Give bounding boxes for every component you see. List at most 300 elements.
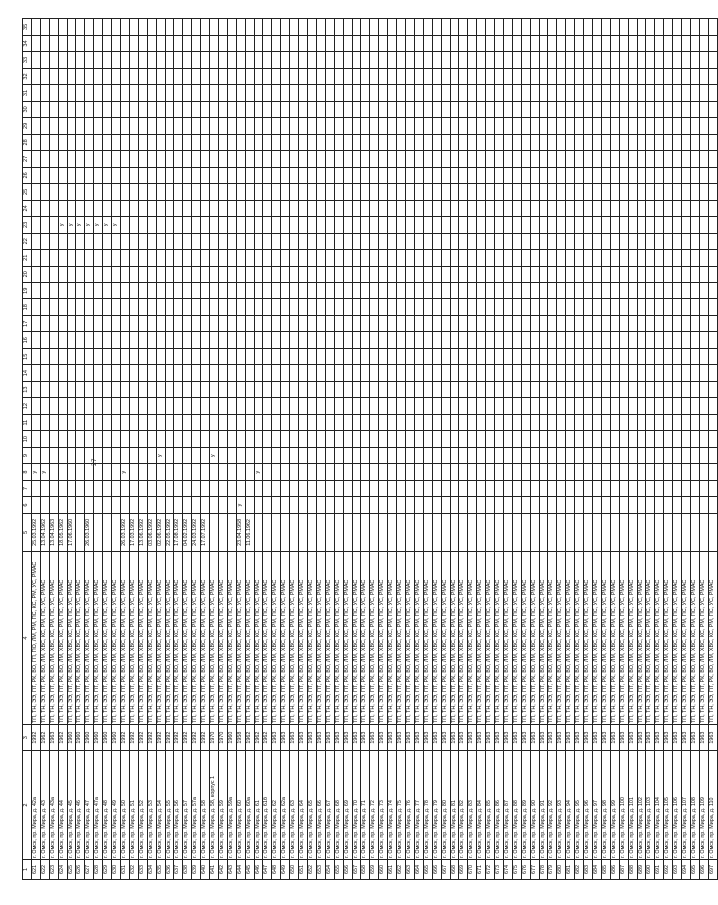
mark-cell [601, 200, 610, 216]
mark-cell [388, 200, 397, 216]
mark-cell [682, 250, 691, 266]
mark-cell [58, 200, 67, 216]
mark-cell [352, 184, 361, 200]
date-cell [254, 513, 263, 551]
mark-cell [156, 52, 165, 68]
mark-cell [664, 283, 673, 299]
mark-cell [156, 68, 165, 84]
mark-cell [486, 447, 495, 463]
mark-cell [352, 497, 361, 513]
mark-cell [379, 134, 388, 150]
mark-cell [236, 414, 245, 430]
mark-cell [486, 283, 495, 299]
code-cell: ТП, ТН, ЭЭ, ПТ, РК, ВО, ЛМ, ХВС, КС, РМ, ПС, УС, РМАС [58, 552, 67, 725]
mark-cell [708, 447, 717, 463]
address-cell: г. Омск, пр. Мира, д. 53 [147, 751, 156, 860]
mark-cell [646, 52, 655, 68]
mark-cell [584, 118, 593, 134]
row-number: 673 [495, 859, 504, 879]
mark-cell [94, 118, 103, 134]
mark-cell [227, 497, 236, 513]
address-cell: г. Омск, пр. Мира, д. 89 [521, 751, 530, 860]
mark-cell [646, 266, 655, 282]
mark-cell [512, 101, 521, 117]
mark-cell [129, 167, 138, 183]
mark-cell [290, 167, 299, 183]
mark-cell [379, 464, 388, 480]
mark-cell [601, 35, 610, 51]
mark-cell [147, 52, 156, 68]
mark-cell [361, 464, 370, 480]
mark-cell [397, 497, 406, 513]
mark-cell [521, 348, 530, 364]
mark-cell [557, 497, 566, 513]
mark-cell [397, 315, 406, 331]
address-cell: г. Омск, пр. Мира, д. 47а [94, 751, 103, 860]
mark-cell [450, 118, 459, 134]
mark-cell [593, 200, 602, 216]
mark-cell [486, 266, 495, 282]
mark-cell [192, 348, 201, 364]
mark-cell [165, 348, 174, 364]
mark-cell [112, 497, 121, 513]
mark-cell [129, 464, 138, 480]
row-number: 629 [103, 859, 112, 879]
mark-cell [138, 35, 147, 51]
table-row [619, 19, 628, 880]
address-cell: г. Омск, пр. Мира, д. 68 [334, 751, 343, 860]
mark-cell [370, 381, 379, 397]
mark-cell [165, 299, 174, 315]
mark-cell [548, 233, 557, 249]
mark-cell [539, 381, 548, 397]
mark-cell [361, 414, 370, 430]
mark-cell [165, 167, 174, 183]
mark-cell [379, 348, 388, 364]
mark-cell [673, 315, 682, 331]
mark-cell [530, 447, 539, 463]
mark-cell [388, 283, 397, 299]
mark-cell [682, 431, 691, 447]
mark-cell [67, 431, 76, 447]
mark-cell [120, 381, 129, 397]
mark-cell [468, 200, 477, 216]
mark-cell [441, 250, 450, 266]
mark-cell [379, 52, 388, 68]
mark-cell [343, 101, 352, 117]
mark-cell [708, 266, 717, 282]
mark-cell [308, 118, 317, 134]
mark-cell [503, 365, 512, 381]
mark-cell [441, 118, 450, 134]
mark-cell [459, 134, 468, 150]
mark-cell [147, 497, 156, 513]
date-cell [361, 513, 370, 551]
mark-cell [165, 447, 174, 463]
mark-cell [441, 315, 450, 331]
mark-cell: у [112, 217, 121, 233]
mark-cell [85, 167, 94, 183]
mark-cell [397, 134, 406, 150]
mark-cell [388, 101, 397, 117]
mark-cell [94, 266, 103, 282]
mark-cell [103, 431, 112, 447]
mark-cell [682, 315, 691, 331]
mark-cell [254, 68, 263, 84]
mark-cell [218, 250, 227, 266]
mark-cell [548, 348, 557, 364]
mark-cell [299, 266, 308, 282]
row-number: 684 [593, 859, 602, 879]
mark-cell [49, 447, 58, 463]
code-cell: ТП, ТН, ЭЭ, ПТ, РК, ВО, ЛМ, ХВС, КС, РМ, ПС, УС, РМАС [174, 552, 183, 725]
mark-cell [432, 431, 441, 447]
row-number: 674 [503, 859, 512, 879]
table-row [201, 19, 210, 880]
mark-cell [468, 365, 477, 381]
mark-cell [236, 398, 245, 414]
mark-cell [263, 464, 272, 480]
mark-cell [334, 68, 343, 84]
mark-cell [49, 398, 58, 414]
mark-cell [708, 85, 717, 101]
date-cell [512, 513, 521, 551]
mark-cell [361, 52, 370, 68]
mark-cell [432, 414, 441, 430]
mark-cell [512, 464, 521, 480]
date-cell [628, 513, 637, 551]
mark-cell [690, 398, 699, 414]
mark-cell [31, 315, 40, 331]
mark-cell [414, 101, 423, 117]
mark-cell [459, 283, 468, 299]
mark-cell [138, 167, 147, 183]
mark-cell [459, 200, 468, 216]
mark-cell [557, 283, 566, 299]
mark-cell [530, 398, 539, 414]
mark-cell [334, 233, 343, 249]
mark-cell [218, 85, 227, 101]
mark-cell [388, 381, 397, 397]
mark-cell [477, 151, 486, 167]
row-number: 641 [210, 859, 219, 879]
mark-cell [477, 68, 486, 84]
mark-cell [254, 497, 263, 513]
table-row [628, 19, 637, 880]
mark-cell [290, 250, 299, 266]
mark-cell [682, 447, 691, 463]
mark-cell [646, 250, 655, 266]
mark-cell [557, 200, 566, 216]
mark-cell [49, 283, 58, 299]
mark-cell [201, 266, 210, 282]
mark-cell [468, 497, 477, 513]
row-number: 646 [254, 859, 263, 879]
mark-cell [548, 118, 557, 134]
address-cell: г. Омск, пр. Мира, д. 58 [201, 751, 210, 860]
mark-cell [708, 332, 717, 348]
row-number: 678 [539, 859, 548, 879]
mark-cell [272, 151, 281, 167]
address-cell: г. Омск, пр. Мира, д. 71 [361, 751, 370, 860]
mark-cell [548, 250, 557, 266]
table-row [557, 19, 566, 880]
mark-cell [236, 365, 245, 381]
mark-cell [655, 200, 664, 216]
mark-cell [423, 35, 432, 51]
mark-cell [486, 200, 495, 216]
column-header: 16 [23, 332, 32, 348]
address-cell: г. Омск, пр. Мира, д. 81 [450, 751, 459, 860]
mark-cell [343, 315, 352, 331]
mark-cell [664, 101, 673, 117]
table-row [512, 19, 521, 880]
mark-cell [120, 348, 129, 364]
date-cell [539, 513, 548, 551]
mark-cell [619, 200, 628, 216]
mark-cell [147, 464, 156, 480]
mark-cell [468, 480, 477, 496]
mark-cell [201, 283, 210, 299]
mark-cell [575, 200, 584, 216]
mark-cell [610, 184, 619, 200]
mark-cell [129, 134, 138, 150]
mark-cell [619, 398, 628, 414]
mark-cell [325, 85, 334, 101]
mark-cell [67, 348, 76, 364]
mark-cell [397, 464, 406, 480]
mark-cell [539, 19, 548, 36]
mark-cell [601, 414, 610, 430]
mark-cell [210, 431, 219, 447]
row-number: 642 [218, 859, 227, 879]
mark-cell [477, 19, 486, 36]
mark-cell [192, 480, 201, 496]
mark-cell [628, 283, 637, 299]
mark-cell [405, 283, 414, 299]
table-row [682, 19, 691, 880]
address-cell: г. Омск, пр. Мира, д. 59а [227, 751, 236, 860]
mark-cell [183, 480, 192, 496]
mark-cell [308, 414, 317, 430]
mark-cell [593, 447, 602, 463]
mark-cell [156, 151, 165, 167]
mark-cell [521, 217, 530, 233]
mark-cell [254, 283, 263, 299]
mark-cell [334, 200, 343, 216]
mark-cell [682, 85, 691, 101]
mark-cell [352, 315, 361, 331]
mark-cell [290, 365, 299, 381]
mark-cell [628, 348, 637, 364]
mark-cell [682, 217, 691, 233]
mark-cell [584, 68, 593, 84]
mark-cell: у [210, 447, 219, 463]
mark-cell [254, 85, 263, 101]
mark-cell [690, 233, 699, 249]
mark-cell [343, 151, 352, 167]
mark-cell [218, 19, 227, 36]
mark-cell [423, 250, 432, 266]
date-cell [352, 513, 361, 551]
mark-cell [129, 431, 138, 447]
date-cell [281, 513, 290, 551]
mark-cell [512, 52, 521, 68]
mark-cell [655, 381, 664, 397]
mark-cell [103, 233, 112, 249]
mark-cell [192, 332, 201, 348]
mark-cell [610, 167, 619, 183]
mark-cell [40, 184, 49, 200]
mark-cell [495, 398, 504, 414]
mark-cell [245, 85, 254, 101]
mark-cell [67, 315, 76, 331]
mark-cell [664, 250, 673, 266]
mark-cell [690, 151, 699, 167]
mark-cell [308, 315, 317, 331]
mark-cell [521, 365, 530, 381]
mark-cell [566, 68, 575, 84]
mark-cell [423, 447, 432, 463]
mark-cell [76, 348, 85, 364]
mark-cell [477, 233, 486, 249]
mark-cell [708, 381, 717, 397]
mark-cell [31, 250, 40, 266]
mark-cell [610, 381, 619, 397]
code-cell: ТП, ТН, ЭЭ, ПТ, РК, ВО, ЛМ, ХВС, КС, РМ, ПС, УС, РМАС [299, 552, 308, 725]
mark-cell [379, 381, 388, 397]
year-cell: 1963 [682, 725, 691, 751]
mark-cell [397, 480, 406, 496]
mark-cell [468, 381, 477, 397]
code-cell: ТП, ТН, ЭЭ, ПТ, РК, ВО, ЛМ, ХВС, КС, РМ, ПС, УС, РМАС [343, 552, 352, 725]
mark-cell [236, 200, 245, 216]
mark-cell: у [76, 217, 85, 233]
mark-cell [575, 118, 584, 134]
table-row [210, 19, 219, 880]
table-row [254, 19, 263, 880]
mark-cell [557, 52, 566, 68]
row-number: 665 [423, 859, 432, 879]
mark-cell [503, 35, 512, 51]
row-number: 649 [281, 859, 290, 879]
mark-cell [58, 19, 67, 36]
mark-cell [174, 52, 183, 68]
mark-cell [468, 151, 477, 167]
mark-cell [503, 217, 512, 233]
mark-cell [174, 299, 183, 315]
mark-cell [628, 299, 637, 315]
mark-cell [325, 398, 334, 414]
mark-cell [512, 19, 521, 36]
mark-cell [557, 167, 566, 183]
mark-cell [646, 332, 655, 348]
mark-cell [566, 381, 575, 397]
code-cell: ТП, ТН, ЭЭ, ПТ, РК, ВО, ЛМ, ХВС, КС, РМ, ПС, УС, РМАС [210, 552, 219, 725]
address-cell: г. Омск, пр. Мира, д. 60а [245, 751, 254, 860]
mark-cell [575, 431, 584, 447]
mark-cell [236, 464, 245, 480]
mark-cell [85, 266, 94, 282]
mark-cell [557, 365, 566, 381]
mark-cell [397, 365, 406, 381]
mark-cell [103, 151, 112, 167]
mark-cell [423, 19, 432, 36]
mark-cell [156, 35, 165, 51]
mark-cell [58, 398, 67, 414]
mark-cell [655, 68, 664, 84]
mark-cell [192, 497, 201, 513]
mark-cell [655, 414, 664, 430]
mark-cell [450, 266, 459, 282]
mark-cell [147, 217, 156, 233]
address-cell: г. Омск, пр. Мира, д. 86 [495, 751, 504, 860]
mark-cell [138, 200, 147, 216]
mark-cell [450, 250, 459, 266]
mark-cell [67, 118, 76, 134]
mark-cell [174, 480, 183, 496]
mark-cell [227, 101, 236, 117]
mark-cell [414, 52, 423, 68]
mark-cell [299, 217, 308, 233]
mark-cell [272, 381, 281, 397]
mark-cell [477, 398, 486, 414]
mark-cell [619, 118, 628, 134]
mark-cell [468, 101, 477, 117]
mark-cell [147, 332, 156, 348]
mark-cell [548, 315, 557, 331]
code-cell: ТП, ТН, ЭЭ, ПТ, РК, ВО, ЛМ, ХВС, КС, РМ, ПС, УС, РМАС [673, 552, 682, 725]
mark-cell [557, 480, 566, 496]
mark-cell [575, 151, 584, 167]
mark-cell [690, 19, 699, 36]
mark-cell [308, 101, 317, 117]
mark-cell [477, 200, 486, 216]
mark-cell [85, 464, 94, 480]
mark-cell [299, 250, 308, 266]
table-row [272, 19, 281, 880]
mark-cell [388, 167, 397, 183]
mark-cell [263, 118, 272, 134]
date-cell [673, 513, 682, 551]
mark-cell [664, 332, 673, 348]
mark-cell [655, 167, 664, 183]
mark-cell [405, 68, 414, 84]
mark-cell [601, 184, 610, 200]
mark-cell [646, 19, 655, 36]
mark-cell [664, 266, 673, 282]
mark-cell [628, 134, 637, 150]
mark-cell [575, 447, 584, 463]
mark-cell [325, 52, 334, 68]
code-cell: ТП, ТН, ЭЭ, ПТ, РК, ВО, ЛМ, ХВС, КС, РМ, ПС, УС, РМАС [156, 552, 165, 725]
mark-cell [405, 332, 414, 348]
mark-cell [512, 184, 521, 200]
mark-cell [601, 283, 610, 299]
mark-cell [690, 414, 699, 430]
mark-cell [325, 118, 334, 134]
mark-cell [272, 68, 281, 84]
mark-cell [690, 431, 699, 447]
year-cell: 1963 [423, 725, 432, 751]
year-cell: 1992 [174, 725, 183, 751]
mark-cell [388, 447, 397, 463]
mark-cell [699, 200, 708, 216]
mark-cell [103, 266, 112, 282]
row-number: 658 [361, 859, 370, 879]
mark-cell [521, 250, 530, 266]
mark-cell [370, 19, 379, 36]
